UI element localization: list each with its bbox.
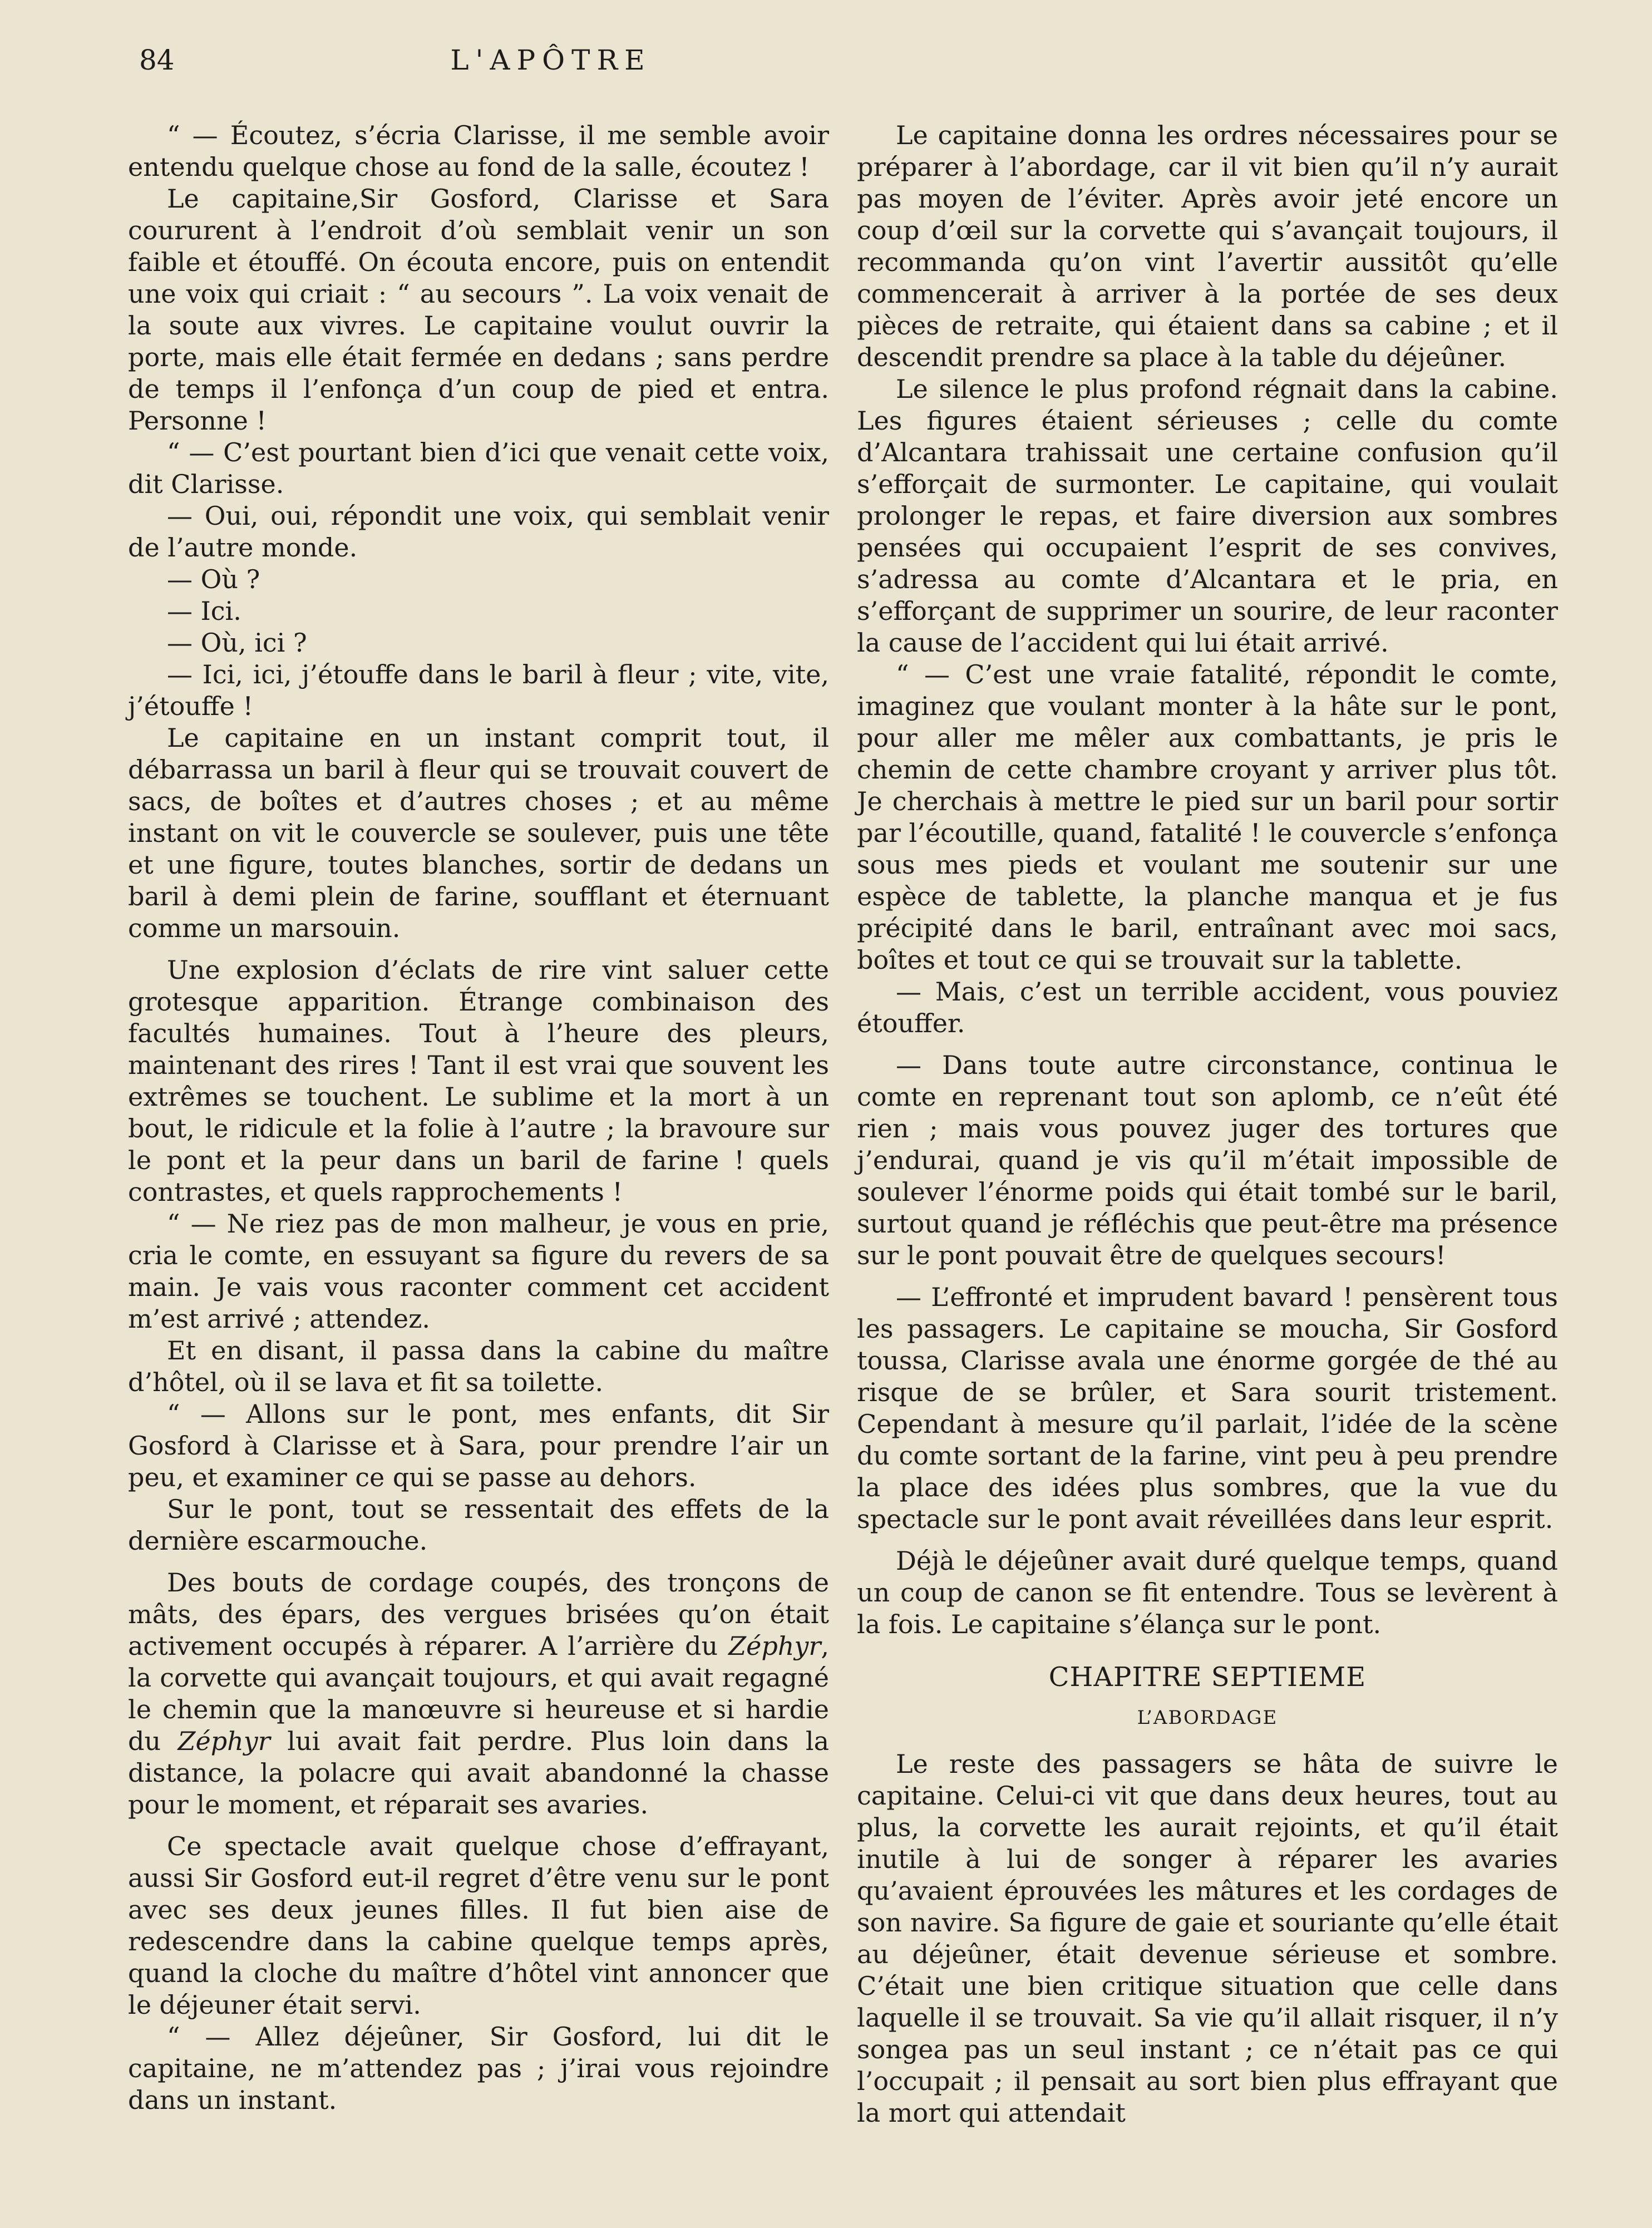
paragraph: — Mais, c’est un terrible accident, vous pouviez étouffer. bbox=[857, 977, 1558, 1038]
paragraph-text: Des bouts de cordage coupés, des tronçons de mâts, des épars, des vergues brisées qu’on était activement occupés à réparer. A l’arrière du bbox=[128, 1568, 829, 1661]
paragraph: — Ici, ici, j’étouffe dans le baril à fleur ; vite, vite, j’étouffe ! bbox=[128, 659, 829, 721]
paragraph: Le capitaine donna les ordres nécessaires pour se préparer à l’abordage, car il vit bien qu’il n’y aurait pas moyen de l’éviter. Après avoir jeté encore un coup d’œil sur la corvette qui s’avançait toujours, il recommanda qu’on vint l’avertir aussitôt qu’elle commencerait à arriver à la portée de ses deux pièces de retraite, qui étaient dans sa cabine ; et il descendit prendre sa place à la table du déjeûner. bbox=[857, 120, 1558, 372]
paragraph: — Dans toute autre circonstance, continua le comte en reprenant tout son aplomb, ce n’eût été rien ; mais vous pouvez juger des tortures que j’endurai, quand je vis qu’il m’était impossible de soulever l’énorme poids qui était tombé sur le baril, surtout quand je réfléchis que peut-être ma présence sur le pont pouvait être de quelques secours! bbox=[857, 1050, 1558, 1270]
paragraph: “ — C’est pourtant bien d’ici que venait cette voix, dit Clarisse. bbox=[128, 437, 829, 499]
running-title: L'APÔTRE bbox=[450, 44, 652, 76]
paragraph: Le reste des passagers se hâta de suivre le capitaine. Celui-ci vit que dans deux heures, tout au plus, la corvette les aurait rejoints, et qu’il était inutile à lui de songer à réparer les avaries qu’avaient éprouvées les mâtures et les cordages de son navire. Sa figure de gaie et souriante qu’elle était au déjeûner, était devenue sérieuse et sombre. C’était une bien critique situation que celle dans laquelle il se trouvait. Sa vie qu’il allait risquer, il n’y songea pas un seul instant ; ce n’était pas ce qui l’occupait ; il pensait au sort bien plus effrayant que la mort qui attendait bbox=[857, 1749, 1558, 2128]
paragraph: — Oui, oui, répondit une voix, qui semblait venir de l’autre monde. bbox=[128, 501, 829, 563]
paragraph: Ce spectacle avait quelque chose d’effrayant, aussi Sir Gosford eut-il regret d’être venu sur le pont avec ses deux jeunes filles. Il fut bien aise de redescendre dans la cabine quelque temps après, quand la cloche du maître d’hôtel vint annoncer que le déjeuner était servi. bbox=[128, 1831, 829, 2020]
paragraph: — Où ? bbox=[167, 564, 260, 594]
paragraph: Le capitaine en un instant comprit tout, il débarrassa un baril à fleur qui se trouvait couvert de sacs, de boîtes et d’autres choses ; et au même instant on vit le couvercle se soulever, puis une tête et une figure, toutes blanches, sortir de dedans un baril à demi plein de farine, soufflant et éternuant comme un marsouin. bbox=[128, 723, 829, 943]
paragraph: “ — C’est une vraie fatalité, répondit le comte, imaginez que voulant monter à la hâte sur le pont, pour aller me mêler aux combattants, je pris le chemin de cette chambre croyant y arriver plus tôt. Je cherchais à mettre le pied sur un baril pour sortir par l’écoutille, quand, fatalité ! le couvercle s’enfonça sous mes pieds et voulant me soutenir sur une espèce de tablette, la planche manqua et je fus précipité dans le baril, entraînant avec moi sacs, boîtes et tout ce qui se trouvait sur la tablette. bbox=[857, 659, 1559, 975]
paragraph: Le silence le plus profond régnait dans la cabine. Les figures étaient sérieuses ; celle du comte d’Alcantara trahissait une certaine confusion qu’il s’efforçait de surmonter. Le capitaine, qui voulait prolonger le repas, et faire diversion aux sombres pensées qui occupaient l’esprit de ses convives, s’adressa au comte d’Alcantara et le pria, en s’efforçant de supprimer un sourire, de leur raconter la cause de l’accident qui lui était arrivé. bbox=[857, 374, 1558, 658]
paragraph-text: lui avait fait perdre. Plus loin dans la distance, la polacre qui avait abandonné la chasse pour le moment, et réparait ses avaries. bbox=[128, 1726, 830, 1820]
paragraph: Sur le pont, tout se ressentait des effets de la dernière escarmouche. bbox=[128, 1494, 829, 1556]
paragraph: Le capitaine,Sir Gosford, Clarisse et Sara coururent à l’endroit d’où semblait venir un son faible et étouffé. On écouta encore, puis on entendit une voix qui criait : “ au secours ”. La voix venait de la soute aux vivres. Le capitaine voulut ouvrir la porte, mais elle était fermée en dedans ; sans perdre de temps il l’enfonça d’un coup de pied et entra. Personne ! bbox=[128, 184, 829, 436]
paragraph: “ — Ne riez pas de mon malheur, je vous en prie, cria le comte, en essuyant sa figure du revers de sa main. Je vais vous raconter comment cet accident m’est arrivé ; attendez. bbox=[128, 1209, 829, 1334]
chapter-title: CHAPITRE SEPTIEME bbox=[1048, 1662, 1367, 1693]
paragraph: “ — Allez déjeûner, Sir Gosford, lui dit le capitaine, ne m’attendez pas ; j’irai vous rejoindre dans un instant. bbox=[128, 2022, 829, 2115]
chapter-subtitle: L’ABORDAGE bbox=[1137, 1707, 1278, 1729]
paragraph-text: , la corvette qui avançait toujours, et qui avait regagné le chemin que la manœuvre si heureuse et si hardie du bbox=[128, 1631, 830, 1756]
paragraph: “ — Allons sur le pont, mes enfants, dit Sir Gosford à Clarisse et à Sara, pour prendre l’air un peu, et examiner ce qui se passe au dehors. bbox=[128, 1399, 829, 1492]
paragraph: Déjà le déjeûner avait duré quelque temps, quand un coup de canon se fit entendre. Tous se levèrent à la fois. Le capitaine s’élança sur le pont. bbox=[857, 1546, 1558, 1639]
ship-name: Zéphyr bbox=[177, 1726, 270, 1756]
paragraph: — L’effronté et imprudent bavard ! pensèrent tous les passagers. Le capitaine se moucha, Sir Gosford toussa, Clarisse avala une énorme gorgée de thé au risque de se brûler, et Sara sourit tristement. Cependant à mesure qu’il parlait, l’idée de la scène du comte sortant de la farine, vint peu à peu prendre la place des idées plus sombres, que la vue du spectacle sur le pont avait réveillées dans leur esprit. bbox=[857, 1282, 1558, 1534]
paragraph: Et en disant, il passa dans la cabine du maître d’hôtel, où il se lava et fit sa toilette. bbox=[128, 1335, 829, 1397]
ship-name: Zéphyr bbox=[728, 1631, 821, 1661]
page-number: 84 bbox=[139, 44, 175, 76]
paragraph: — Ici. bbox=[167, 596, 241, 626]
paragraph: — Où, ici ? bbox=[167, 628, 307, 658]
paragraph: “ — Écoutez, s’écria Clarisse, il me semble avoir entendu quelque chose au fond de la salle, écoutez ! bbox=[128, 120, 829, 182]
right-column bbox=[857, 120, 1558, 2129]
left-column bbox=[128, 120, 829, 2116]
paragraph bbox=[128, 1567, 829, 1821]
running-head bbox=[128, 43, 974, 82]
paragraph: Une explosion d’éclats de rire vint saluer cette grotesque apparition. Étrange combinaison des facultés humaines. Tout à l’heure des pleurs, maintenant des rires ! Tant il est vrai que souvent les extrêmes se touchent. Le sublime et la mort à un bout, le ridicule et la folie à l’autre ; la bravoure sur le pont et la peur dans un baril de farine ! quels contrastes, et quels rapprochements ! bbox=[128, 955, 829, 1207]
